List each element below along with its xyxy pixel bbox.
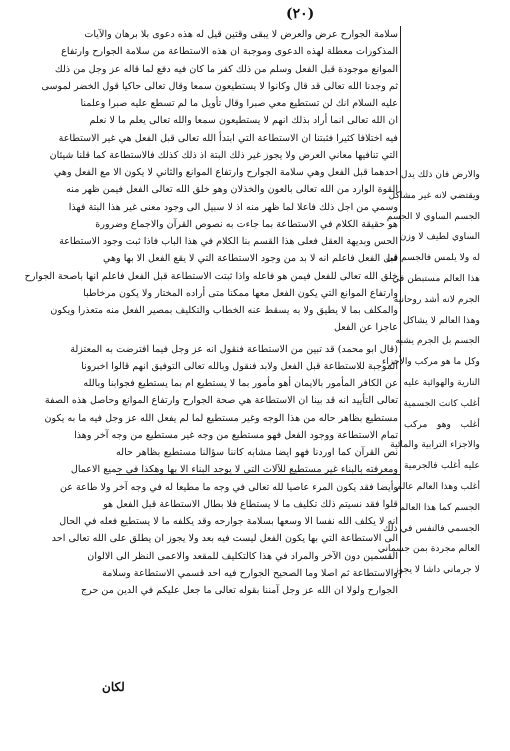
margin-line: والارض فان ذلك يدل bbox=[400, 169, 480, 180]
margin-line: هذا العالم مستبطن في bbox=[392, 272, 480, 284]
margin-line: والاجزاء الترابية والمائية bbox=[390, 439, 480, 451]
text-line: التي تنافيها معاني العرض ولا يجوز غير ذلك البتة اذ ذلك كذلك فالاستطاعة كما قلنا شيئان bbox=[49, 149, 398, 161]
margin-line: النارية والهوائية عليه bbox=[403, 376, 480, 388]
catchword: لكان bbox=[102, 680, 125, 694]
margin-commentary-column bbox=[377, 165, 480, 581]
text-line: انه لا يكلف الله نفسا الا وسعها بسلامة جوارحه وقد يكلفه ما لا يستطيع فعله في الحال bbox=[59, 516, 398, 527]
margin-line: الجسم كما هذا العالم bbox=[399, 501, 480, 513]
text-line: عاجزا عن الفعل bbox=[334, 322, 398, 334]
text-line: سلامة الجوارح عرض والعرض لا يبقى وقتين قيل له هذه دعوى بلا برهان والآيات bbox=[84, 29, 398, 40]
text-line: مستطيع بظاهر حاله من هذا الوجه وغير مستطيع لما لم يفعل الله عز وجل فيه ما به يكون bbox=[44, 412, 398, 424]
text-line: والاستطاعة ثم اصلا وما الصحيح الجوارح فيه احد قسمي الاستطاعة وسلامة bbox=[102, 567, 398, 579]
text-line: ثم وجدنا الله تعالى قد قال وكانوا لا يستطيعون سمعا وقال تعالى حاكيا قول الخضر لموسى bbox=[41, 80, 398, 92]
text-line: نص القرآن كما اوردنا فهو ايضا مشابه كاننا سؤالنا مستطيع بظاهر حاله bbox=[116, 447, 398, 458]
text-line: وسمي من اجل ذلك فاعلا لما ظهر منه اذ لا سبيل الى وجود معنى غير هذا البتة فهذا bbox=[68, 201, 398, 213]
text-line: خلق الله تعالى للفعل فيمن هو فاعله واذا ثبتت الاستطاعة قبل الفعل فاعلم انها باصحة الجوارح bbox=[24, 270, 398, 282]
margin-line: لا جرماني داشا لا يجوز bbox=[394, 564, 480, 576]
page-number: (٢٠) bbox=[286, 6, 315, 22]
margin-line: أغلب وهذا العالم عالم bbox=[396, 480, 480, 492]
text-line: القوة الوارد من الله تعالى بالعون والخذلان وهو خلق الله تعالى الفعل فيمن ظهر منه bbox=[66, 184, 398, 196]
text-line: عليه السلام انك لن تستطيع معي صبرا وقال تأويل ما لم تسطع عليه صبرا وعلمنا bbox=[80, 98, 398, 109]
text-line: والمكلف بما لا يطيق ولا به يسقط عنه الخطاب والتكليف بمصير الفعل منه متعذرا ويكون bbox=[50, 305, 398, 316]
margin-line: الجسم بل الجرم يشبه bbox=[395, 335, 480, 347]
text-line: فيه اختلافا كثيرا فثبتنا ان الاستطاعة التي ابتدأ الله تعالى قبل الفعل هي غير الاستطاعة bbox=[58, 132, 398, 144]
margin-line: عليه أغلب فالجرمية bbox=[404, 460, 480, 472]
margin-line: العالم مجردة بمن جسماني bbox=[377, 543, 480, 555]
margin-line: أغلب وهو مركب bbox=[404, 418, 480, 430]
text-line: قبل الفعل فاعلم انه لا بد من وجود الاستطاعة التي لا يقع الفعل الا بها وهي bbox=[103, 253, 398, 265]
text-line: الموجبة للاستطاعة قبل الفعل ولابد فنقول وبالله تعالى التوفيق انهم قالوا اخبرونا bbox=[81, 360, 398, 372]
text-line: الحس وبديهة العقل فعلى هذا القسم بنا الكلام في هذا الباب فاذا ثبت وجود الاستطاعة bbox=[59, 236, 398, 247]
margin-line: الجسمي فالنفس في ذلك bbox=[382, 522, 480, 534]
margin-line: الجرم لانه أشد روحانية bbox=[393, 293, 480, 305]
margin-line: له ولا يلمس فالجسم في bbox=[386, 252, 480, 264]
margin-line: ويقتضي لانه غير مشاكل bbox=[388, 189, 480, 201]
text-line: تمام الاستطاعة ووجود الفعل فهو مستطيع من وجه غير مستطيع من وجه آخر وهذا bbox=[74, 429, 398, 441]
text-line: ان الله تعالى انما أراد بذلك انهم لا يستطيعون سمعا والله تعالى يعلم ما لا نعلم bbox=[89, 115, 398, 127]
text-line: الجوارح ولولا ان الله عز وجل آمننا بقوله تعالى ما جعل عليكم في الدين من حرج bbox=[80, 585, 398, 596]
text-line: هو حقيقة الكلام في الاستطاعة بما جاءت به نصوص القرآن والاجماع وضرورة bbox=[95, 218, 398, 230]
margin-line: أغلب كانت الجسمية bbox=[403, 397, 480, 409]
section-divider bbox=[116, 474, 401, 475]
text-line: عن الكافر المأمور بالايمان أهو مأمور بما لا يستطيع ام بما يستطيع فجوابنا وبالله bbox=[83, 378, 398, 389]
margin-line: وكل ما هو مركب والأجزاء bbox=[382, 356, 480, 368]
text-line: وأيضا فقد يكون المرء عاصيا لله تعالى في وجه ما مطيعا له في وجه آخر ولا طاعة عن bbox=[59, 481, 398, 493]
text-line: القسمين دون الآخر والمراد في هذا كالتكليف للمقعد والاعمى النظر الى الالوان bbox=[87, 550, 398, 562]
text-line: احدهما قبل الفعل وهي سلامة الجوارح وارتفاع الموانع والثاني لا يكون الا مع الفعل وهي bbox=[53, 167, 398, 178]
text-line: قلوا فقد نسيتم ذلك تكليف ما لا يستطاع فلا بطال الاستطاعة قبل الفعل هو bbox=[103, 498, 398, 510]
text-line: تعالى التأييد انه قد بينا ان الاستطاعة هي صحة الجوارح وارتفاع الموانع وحاصل هذه الصفة bbox=[44, 395, 398, 407]
margin-line: الساوي لطيف لا وزن bbox=[399, 231, 480, 243]
margin-line: الجسم الساوي لا الجسم bbox=[386, 210, 480, 222]
text-line: وارتفاع الموانع التي يكون الفعل معها ممكنا متى أراده المختار ولا يكون مرخاطبا bbox=[83, 287, 398, 299]
text-line: (قال ابو محمد) قد تبين من الاستطاعة فنقول انه عز وجل فيما افترضت به المعتزلة bbox=[70, 343, 398, 355]
text-line: الى الاستطاعة التي بها يكون الفعل ليست فيه بعد ولا يجوز ان يطلق على الله تعالى احد bbox=[51, 533, 398, 545]
text-line: المذكورات معطلة لهذه الدعوى وموجبة ان هذه الاستطاعة من سلامة الجوارح وارتفاع bbox=[61, 46, 398, 58]
margin-line: وهذا العالم لا يشاكل bbox=[402, 314, 480, 326]
text-line: الموانع موجودة قبل الفعل وسلم من ذلك كفر ما كان فيه دفع لما قاله عز وجل من ذلك bbox=[54, 63, 398, 75]
main-text-column bbox=[24, 26, 401, 596]
text-line: ومعرفته بالبناء غير مستطيع للآلات التي لا يوجد البناء الا بها وهكذا في جميع الاعمال bbox=[70, 464, 398, 476]
